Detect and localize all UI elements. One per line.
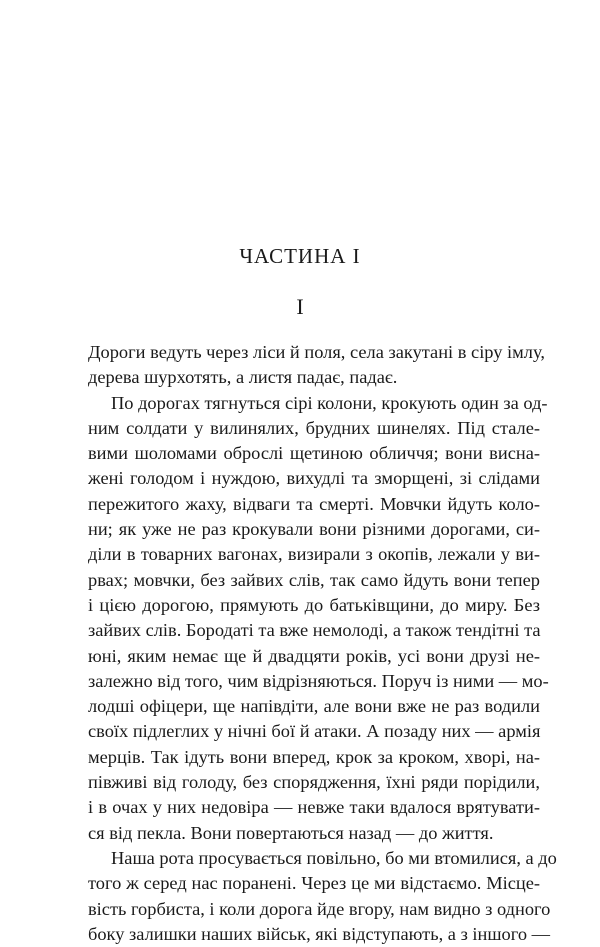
text-line: Дороги ведуть через ліси й поля, села закутані в сіру імлу, bbox=[88, 342, 545, 362]
text-line: По дорогах тягнуться сірі колони, крокують один за од- bbox=[111, 392, 548, 413]
text-line: ни; як уже не раз крокували вони різними дорогами, си- bbox=[88, 519, 540, 540]
text-line: ним солдати у вилинялих, брудних шинелях. Під стале- bbox=[88, 417, 540, 438]
text-line: лодші офіцери, ще напівдіти, але вони вже не раз водили bbox=[88, 696, 540, 717]
text-line: і цією дорогою, прямують до батьківщини, до миру. Без bbox=[88, 594, 540, 615]
body-text bbox=[88, 340, 557, 947]
text-line: залежно від того, чим відрізняються. Поруч із ними — мо- bbox=[88, 670, 549, 691]
paragraph bbox=[88, 846, 557, 947]
text-line: боку залишки наших військ, які відступають, а з іншого — bbox=[88, 923, 551, 944]
text-line: вими шоломами оброслі щетиною обличчя; вони висна- bbox=[88, 443, 540, 464]
text-line: зайвих слів. Бородаті та вже немолоді, а також тендітні та bbox=[88, 620, 541, 641]
text-line: того ж серед нас поранені. Через це ми відстаємо. Місце- bbox=[88, 873, 540, 894]
text-line: жені голодом і нуждою, вихудлі та зморщені, зі слідами bbox=[88, 468, 540, 489]
text-line: мерців. Так ідуть вони вперед, крок за кроком, хворі, на- bbox=[88, 746, 540, 767]
text-line: рвах; мовчки, без зайвих слів, так само йдуть вони тепер bbox=[88, 569, 540, 590]
text-line: ся від пекла. Вони повертаються назад — до життя. bbox=[88, 822, 494, 843]
text-line: діли в товарних вагонах, визирали з окопів, лежали у ви- bbox=[88, 544, 540, 565]
part-title: ЧАСТИНА I bbox=[239, 244, 361, 268]
text-line: своїх підлеглих у нічні бої й атаки. А позаду них — армія bbox=[88, 721, 541, 742]
paragraph bbox=[88, 340, 545, 391]
text-line: пережитого жаху, відваги та смерті. Мовчки йдуть коло- bbox=[88, 493, 540, 514]
paragraph bbox=[88, 391, 549, 846]
text-line: дерева шурхотять, а листя падає, падає. bbox=[88, 367, 398, 388]
text-line: юні, яким немає ще й двадцяти років, усі вони друзі не- bbox=[88, 645, 540, 666]
text-line: і в очах у них недовіра — невже таки вдалося врятувати- bbox=[88, 797, 540, 818]
chapter-number: I bbox=[296, 294, 304, 319]
text-line: вість горбиста, і коли дорога йде вгору, нам видно з одного bbox=[88, 898, 551, 919]
text-line: Наша рота просувається повільно, бо ми втомилися, а до bbox=[111, 847, 557, 868]
text-line: півживі від голоду, без спорядження, їхні ряди порідили, bbox=[88, 772, 540, 793]
